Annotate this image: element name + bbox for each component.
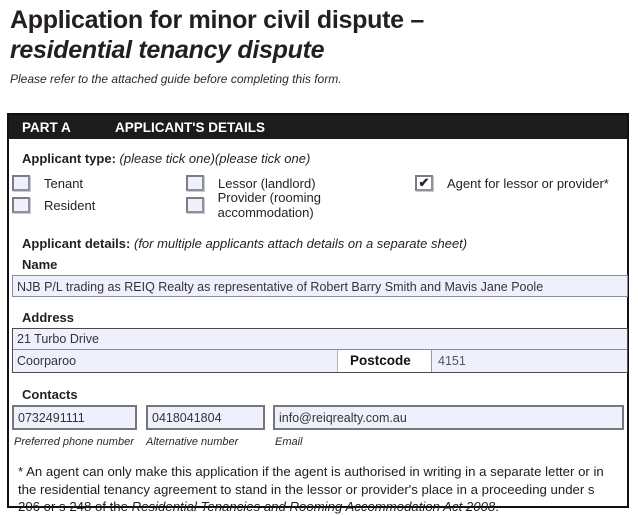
alternative-phone-input[interactable]: 0418041804 [146, 405, 265, 430]
footnote-act-title: Residential Tenancies and Rooming Accommodation Act 2008 [131, 499, 496, 514]
applicant-details-label: Applicant details: [22, 236, 131, 251]
option-agent [415, 175, 624, 191]
part-a-content [9, 151, 627, 515]
checkbox-resident[interactable] [12, 197, 30, 213]
name-input[interactable]: NJB P/L trading as REIQ Realty as representative of Robert Barry Smith and Mavis Jane Poole [12, 275, 628, 297]
page-subtitle-title: residential tenancy dispute [10, 36, 325, 64]
address-field-label: Address [22, 310, 75, 325]
checkbox-resident-label: Resident [44, 197, 96, 213]
applicant-details-hint: (for multiple applicants attach details on a separate sheet) [133, 236, 468, 251]
option-lessor [186, 175, 415, 191]
part-a-header [9, 115, 627, 139]
applicant-details-label-row [22, 236, 624, 251]
agent-footnote [18, 463, 618, 515]
part-a-section [7, 113, 629, 514]
checkbox-tenant-label: Tenant [44, 175, 84, 191]
checkbox-provider-label: Provider (rooming accommodation) [217, 190, 321, 220]
checkbox-agent-label: Agent for lessor or provider* [447, 175, 609, 191]
option-tenant [12, 175, 186, 191]
name-field-label: Name [22, 257, 58, 272]
address-line1-input[interactable]: 21 Turbo Drive [13, 329, 627, 350]
address-table [12, 328, 628, 373]
applicant-type-label-row [22, 151, 624, 166]
option-provider [186, 190, 415, 220]
checkbox-agent[interactable] [415, 175, 433, 191]
applicant-type-label: Applicant type: [22, 151, 116, 166]
email-input[interactable]: info@reiqrealty.com.au [273, 405, 624, 430]
option-resident [12, 197, 186, 213]
alternative-phone-caption: Alternative number [146, 436, 239, 448]
checkbox-lessor-label: Lessor (landlord) [218, 175, 316, 191]
contacts-field-label: Contacts [22, 387, 78, 402]
part-a-heading: APPLICANT'S DETAILS [115, 119, 265, 135]
postcode-input[interactable]: 4151 [431, 350, 627, 372]
checkbox-tenant[interactable] [12, 175, 30, 191]
preferred-phone-input[interactable]: 0732491111 [12, 405, 137, 430]
checkbox-provider[interactable] [186, 197, 204, 213]
form-title-block [10, 5, 424, 86]
page-title: Application for minor civil dispute – [10, 6, 424, 34]
preferred-phone-caption: Preferred phone number [14, 436, 134, 448]
suburb-input[interactable]: Coorparoo [13, 350, 337, 372]
checkmark-icon: ✔ [418, 174, 430, 190]
part-a-label: PART A [22, 119, 71, 135]
postcode-label: Postcode [337, 350, 431, 372]
checkbox-row-2 [12, 190, 624, 220]
contacts-row [12, 405, 624, 430]
form-instruction: Please refer to the attached guide before completing this form. [10, 72, 342, 86]
applicant-type-hint: (please tick one) [119, 151, 215, 166]
contact-captions-row [12, 436, 624, 448]
email-caption: Email [275, 436, 303, 448]
footnote-period: . [495, 499, 499, 514]
applicant-type-hint-text: (please tick one) [214, 151, 311, 166]
checkbox-lessor[interactable] [186, 175, 204, 191]
footnote-text: * An agent can only make this application if the agent is authorised in writing in a separate letter or in the residential tenancy agreement to stand in the lessor or provider's place in a proceeding under s 206 or s 248 of the [18, 464, 604, 514]
address-row-2 [13, 350, 627, 372]
